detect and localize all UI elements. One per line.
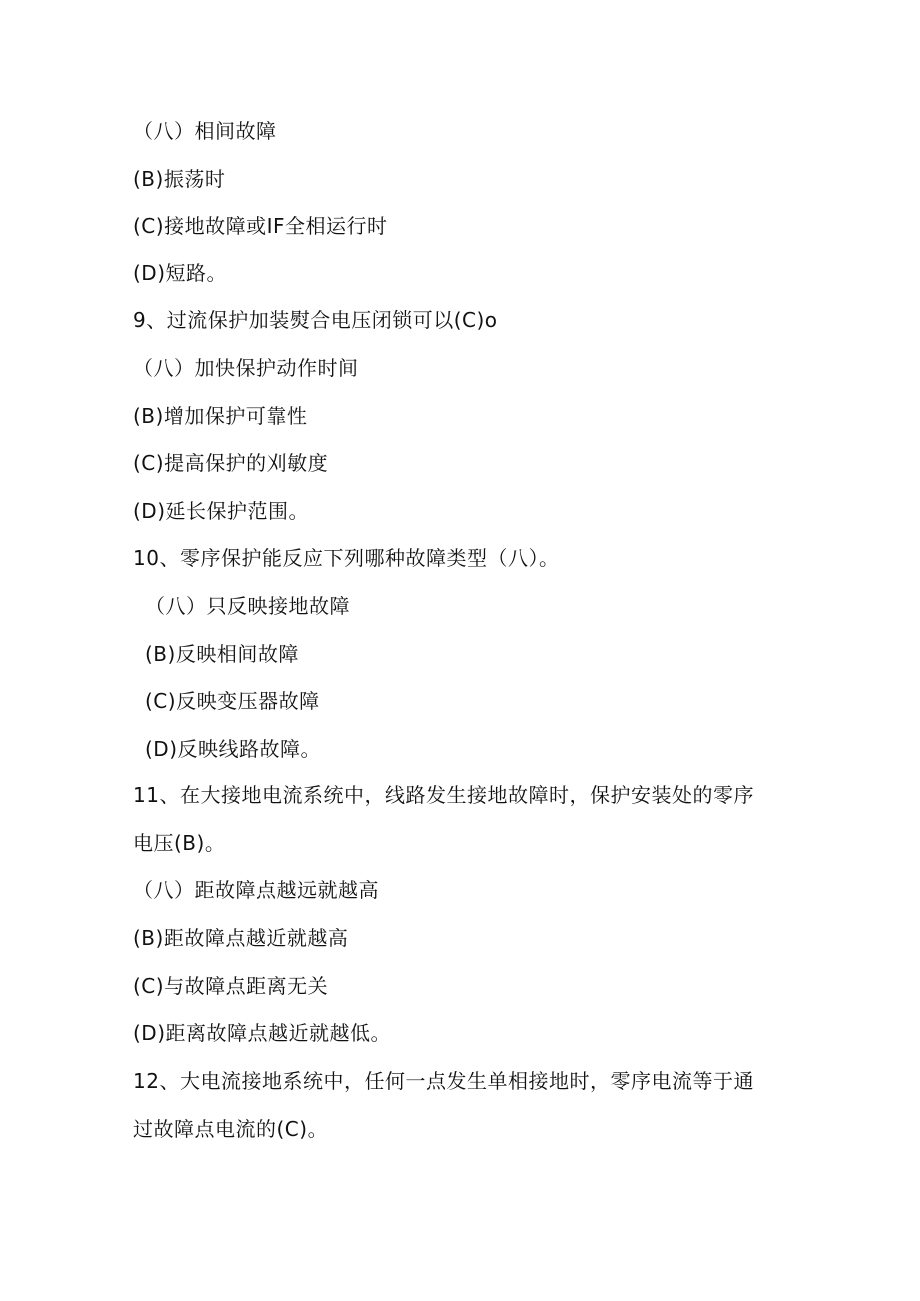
option-line: （八）只反映接地故障 bbox=[145, 594, 350, 618]
question-line: 9、过流保护加装熨合电压闭锁可以(C)o bbox=[133, 308, 498, 332]
option-line: (D)短路。 bbox=[133, 261, 228, 285]
option-line: (C)反映变压器故障 bbox=[145, 689, 320, 713]
option-line: (D)距离故障点越近就越低。 bbox=[133, 1021, 392, 1045]
option-line: （八）距故障点越远就越高 bbox=[133, 878, 379, 902]
option-line: (B)增加保护可靠性 bbox=[133, 404, 308, 428]
question-line: 过故障点电流的(C)。 bbox=[133, 1117, 329, 1141]
question-line: 电压(B)。 bbox=[133, 831, 226, 855]
option-line: (D)反映线路故障。 bbox=[145, 737, 322, 761]
option-line: (B)振荡时 bbox=[133, 167, 226, 191]
question-line: 12、大电流接地系统中，任何一点发生单相接地时，零序电流等于通 bbox=[133, 1069, 754, 1093]
question-line: 11、在大接地电流系统中，线路发生接地故障时，保护安装处的零序 bbox=[133, 783, 754, 807]
option-line: (C)与故障点距离无关 bbox=[133, 974, 329, 998]
option-line: (D)延长保护范围。 bbox=[133, 499, 310, 523]
option-line: （八）加快保护动作时间 bbox=[133, 356, 359, 380]
option-line: (B)距故障点越近就越高 bbox=[133, 926, 349, 950]
option-line: (C)提高保护的刈敏度 bbox=[133, 451, 329, 475]
option-line: （八）相间故障 bbox=[133, 119, 277, 143]
option-line: (C)接地故障或IF全相运行时 bbox=[133, 214, 388, 238]
option-line: (B)反映相间故障 bbox=[145, 642, 299, 666]
question-line: 10、零序保护能反应下列哪种故障类型（八）。 bbox=[133, 546, 560, 570]
